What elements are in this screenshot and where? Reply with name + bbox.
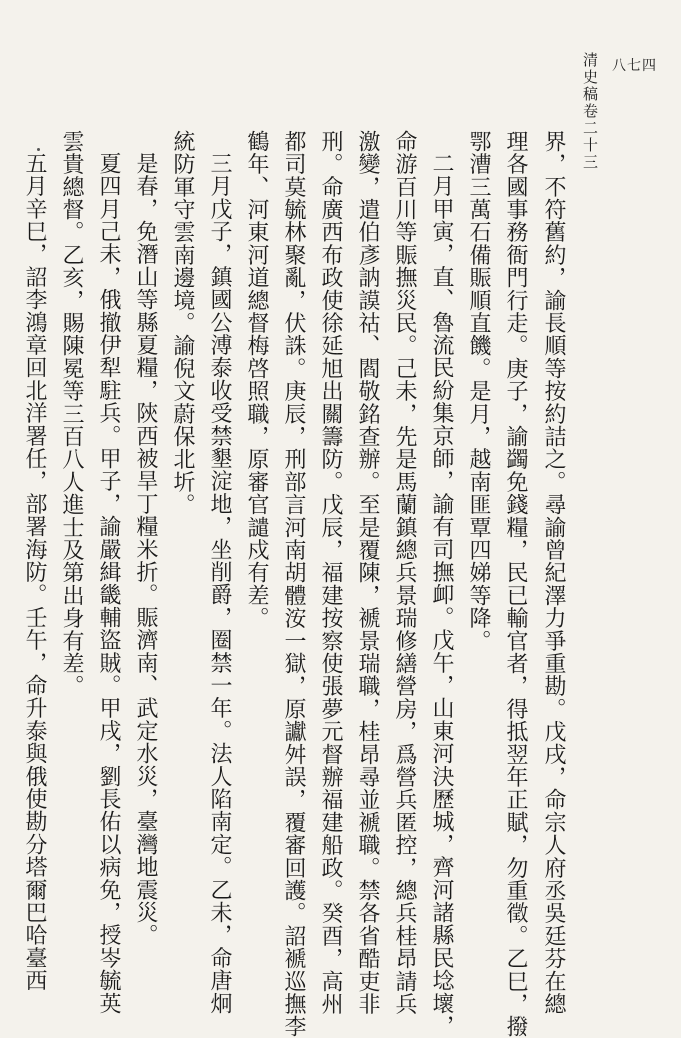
- text-column: 統防軍守雲南邊境。諭倪文蔚保北圻。: [170, 130, 195, 516]
- text-column: 都司莫毓林聚亂，伏誅。庚辰，刑部言河南胡體洝一獄，原讞舛誤，覆審回護。詔褫巡撫李: [281, 130, 306, 1038]
- text-column: 二月甲寅，直、魯流民紛集京師，諭有司撫卹。戊午，山東河決歷城，齊河諸縣民埝壞，: [429, 152, 454, 1038]
- book-title: 清史稿卷二十三: [581, 52, 599, 171]
- text-column: 三月戊子，鎮國公溥泰收受禁墾淀地，坐削爵，圈禁一年。法人陷南定。乙未，命唐炯: [207, 152, 232, 1015]
- text-column: 是春，免潛山等縣夏糧，陝西被旱丁糧米折。賑濟南、武定水災，臺灣地震災。: [133, 152, 158, 947]
- text-column: 激變，遣伯彥訥謨祜、閻敬銘查辦。至是覆陳，褫景瑞職，桂昂尋並褫職。禁各省酷吏非: [355, 130, 380, 1016]
- paper-speck: [37, 148, 40, 151]
- text-column: 理各國事務衙門行走。庚子，諭蠲免錢糧，民已輸官者，得抵翌年正賦，勿重徵。乙巳，撥: [503, 130, 528, 1038]
- text-column: 界，不符舊約，諭長順等按約詰之。尋諭曾紀澤力爭重勘。戊戌，命宗人府丞吳廷芬在總: [541, 130, 566, 1016]
- text-column: 雲貴總督。乙亥，賜陳冕等三百八人進士及第出身有差。: [59, 130, 84, 698]
- text-column: 命游百川等賑撫災民。己未，先是馬蘭鎮總兵景瑞修繕營房，爲營兵匿控，總兵桂昂請兵: [392, 130, 417, 1016]
- text-column: 刑。命廣西布政使徐延旭出關籌防。戊辰，福建按察使張夢元督辦福建船政。癸酉，高州: [318, 130, 343, 1016]
- page-number: 八七四: [612, 58, 657, 74]
- text-column: 鄂漕三萬石備賑順直饑。是月，越南匪覃四娣等降。: [466, 130, 491, 653]
- text-column: 鶴年、河東河道總督梅啓照職，原審官譴戍有差。: [244, 130, 269, 630]
- text-column: 五月辛巳，詔李鴻章回北洋署任，部署海防。壬午，命升泰與俄使勘分塔爾巴哈臺西: [22, 152, 47, 992]
- text-column: 夏四月己未，俄撤伊犁駐兵。甲子，諭嚴緝畿輔盜賊。甲戌，劉長佑以病免，授岑毓英: [96, 152, 121, 1015]
